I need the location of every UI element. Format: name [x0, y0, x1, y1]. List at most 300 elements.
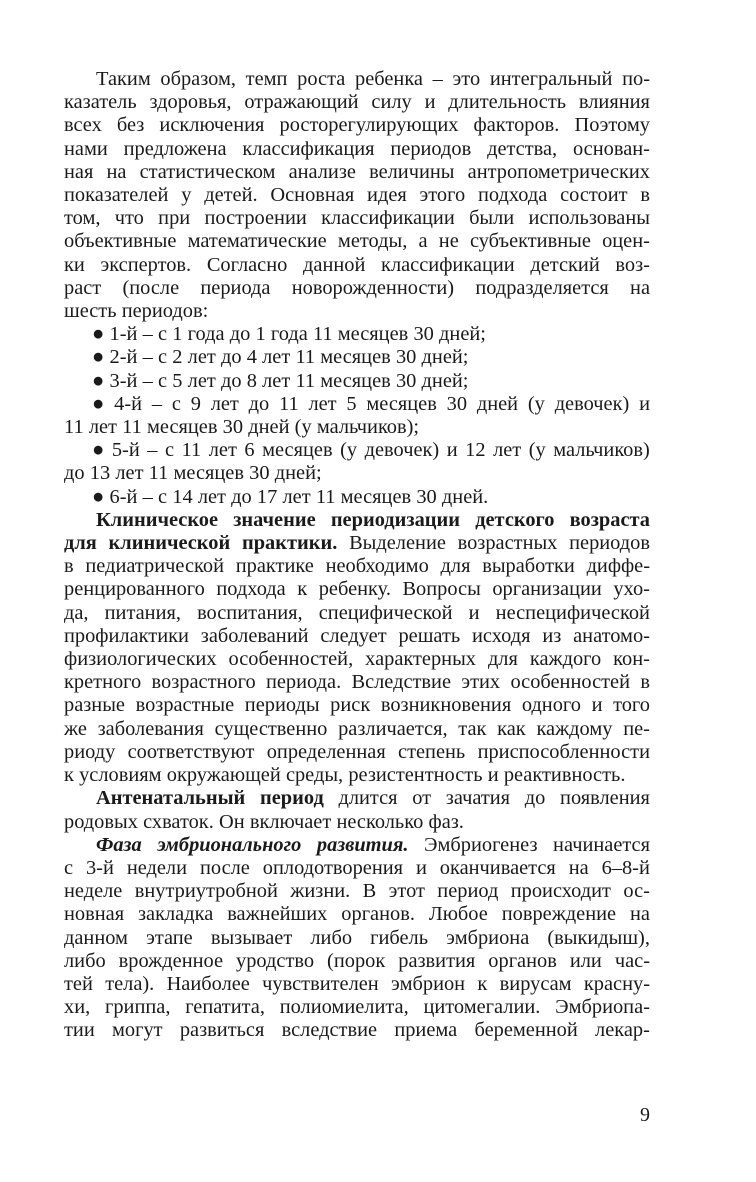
word: дней; [421, 346, 469, 369]
word: к [64, 764, 74, 787]
word: исключения [159, 114, 265, 137]
word: либо [64, 949, 106, 972]
text-line [64, 161, 650, 184]
text-line [64, 973, 650, 996]
word: дней [248, 416, 290, 439]
word: Любое [428, 903, 488, 926]
word: здоровья, [149, 91, 232, 114]
text-line [64, 230, 650, 253]
word: ● [92, 485, 105, 508]
word: до [220, 346, 242, 369]
word: месяцев [173, 462, 244, 485]
word: подхода [216, 578, 286, 601]
text-line [64, 718, 650, 741]
word: и [424, 91, 436, 114]
word: длится [338, 787, 398, 810]
word: – [151, 392, 163, 415]
text-line [64, 393, 650, 416]
word: полиомиелита, [279, 996, 409, 1019]
word: построении [204, 207, 307, 230]
word: 11 [315, 485, 336, 508]
word: лет [187, 346, 216, 369]
word: для [440, 555, 471, 578]
word: тела). [105, 972, 155, 995]
word: неделе [64, 880, 123, 903]
word: ос- [623, 880, 650, 903]
word: уродство [236, 949, 315, 972]
text-line [64, 648, 650, 671]
word: периоды [244, 694, 320, 717]
word: (у [294, 416, 312, 439]
paragraph-p-antenatal [64, 787, 650, 833]
word: мальчиков); [316, 416, 420, 439]
word: заболеваний [200, 624, 309, 647]
word: 5 [346, 392, 357, 415]
word: ● [92, 369, 105, 392]
word: роста [297, 68, 346, 90]
word: детский [530, 253, 600, 276]
text-line [64, 811, 650, 834]
word: и [415, 856, 427, 879]
word: эмбрионального [157, 833, 302, 856]
word: 9 [190, 392, 201, 415]
word: неспецифической [495, 601, 650, 624]
word: 11 [181, 439, 202, 462]
word: этапе [146, 926, 193, 949]
word: 11 [279, 392, 299, 415]
word: дней; [439, 323, 486, 346]
text-line [64, 254, 650, 277]
word: родовых [64, 810, 138, 833]
word: риск [330, 694, 371, 717]
word: риоду [64, 740, 116, 763]
word: значение [233, 508, 316, 531]
word: на [568, 856, 589, 879]
word: включает [249, 810, 332, 833]
word: педиатрической [85, 555, 225, 578]
word: дней; [421, 369, 469, 392]
word: резистентность [348, 764, 483, 787]
word: ренцированного [64, 578, 205, 601]
word: решать [398, 624, 461, 647]
word: мальчиков) [553, 439, 650, 462]
word: – [432, 68, 443, 90]
word: как [497, 717, 526, 740]
word: 3-й [85, 856, 114, 879]
word: месяцев [320, 369, 391, 392]
word: с [171, 392, 181, 415]
word: всех [64, 114, 102, 137]
word: 11 [312, 323, 333, 346]
word: состоит [560, 184, 628, 207]
word: без [116, 114, 145, 137]
word: воспитания, [197, 601, 303, 624]
paragraph-p-clinical [64, 509, 650, 787]
word: подхода [477, 184, 548, 207]
word: (у [527, 392, 545, 415]
word: использованы [528, 207, 650, 230]
word: периода. [265, 671, 342, 694]
paragraph-list-5 [64, 439, 650, 485]
text-line [64, 300, 650, 323]
word: существенно [214, 717, 328, 740]
word: и [591, 694, 603, 717]
word: до [231, 485, 252, 508]
word: для [64, 532, 97, 555]
text-line [64, 996, 650, 1019]
word: дней. [441, 485, 489, 508]
word: месяцев [262, 439, 333, 462]
word: 6 [244, 439, 255, 462]
word: величины [369, 160, 455, 183]
word: питания, [104, 601, 181, 624]
word: лет [493, 439, 522, 462]
paragraph-list-6 [64, 486, 650, 509]
word: физиологических [64, 648, 217, 671]
word: 12 [465, 439, 486, 462]
word: лет [308, 392, 337, 415]
word: – [142, 323, 153, 346]
word: 6–8-й [601, 856, 650, 879]
word: 4 [246, 346, 257, 369]
word: 11 [295, 346, 316, 369]
text-line [64, 439, 650, 462]
word: периодов: [121, 300, 209, 323]
word: этих [461, 671, 501, 694]
word: могут [112, 1019, 163, 1042]
word: вследствие [281, 1019, 378, 1042]
word: лекар- [595, 1019, 650, 1042]
word: месяцев [337, 323, 409, 346]
word: недели [126, 856, 188, 879]
word: необходимо [325, 555, 429, 578]
word: Фаза [96, 833, 142, 856]
word: 11 [148, 462, 169, 485]
word: Вследствие [351, 671, 452, 694]
word: лет [208, 439, 237, 462]
text-line [64, 207, 650, 230]
word: да, [64, 601, 89, 624]
text-line [64, 741, 650, 764]
word: так [458, 717, 487, 740]
page-body-text [64, 68, 650, 1043]
word: с [164, 439, 175, 462]
word: математические [187, 230, 327, 253]
word: ● [92, 323, 105, 346]
word: лет [88, 416, 117, 439]
word: степень [398, 740, 466, 763]
word: 1 [255, 323, 266, 346]
word: Вопросы [402, 578, 481, 601]
word: в [640, 184, 650, 207]
word: различается, [338, 717, 448, 740]
word: 3-й [109, 369, 138, 392]
word: Антенатальный [96, 787, 246, 810]
word: возникновения [380, 694, 512, 717]
word: оканчивается [439, 856, 556, 879]
word: красну- [583, 972, 650, 995]
word: чувствителен [262, 972, 379, 995]
word: практике [235, 555, 314, 578]
word: фаз. [428, 810, 464, 833]
word: из [542, 624, 562, 647]
word: месяцев [320, 346, 391, 369]
word: образом, [160, 68, 236, 90]
word: а [418, 230, 428, 253]
text-line [64, 671, 650, 694]
text-line [64, 486, 650, 509]
word: период [437, 880, 499, 903]
word: же [64, 717, 87, 740]
word: 30 [395, 369, 417, 392]
word: на [630, 903, 650, 926]
text-line [64, 1019, 650, 1042]
word: окружающей [166, 764, 281, 787]
word: реактивность. [503, 764, 626, 787]
word: развития [398, 949, 476, 972]
word: гибель [370, 926, 429, 949]
text-line [64, 346, 650, 369]
word: развития. [316, 833, 409, 856]
paragraph-p-intro [64, 68, 650, 323]
text-line [64, 416, 650, 439]
word: диффе- [586, 555, 650, 578]
word: Эмбриопа- [555, 996, 650, 1019]
word: условиям [79, 764, 162, 787]
word: шесть [64, 300, 117, 323]
text-line [64, 764, 650, 787]
word: кретного [64, 671, 142, 694]
word: вызывает [210, 926, 293, 949]
word: длительность [448, 91, 567, 114]
text-line [64, 857, 650, 880]
word: до [229, 323, 251, 346]
word: девочек) [364, 439, 440, 462]
word: росторегулирующих [279, 114, 459, 137]
word: воз- [615, 253, 650, 276]
word: пе- [623, 717, 650, 740]
word: идея [367, 184, 407, 207]
word: казатель [64, 91, 137, 114]
word: 30 [446, 392, 468, 415]
word: тии [64, 1019, 95, 1042]
word: месяцев [340, 485, 412, 508]
word: по- [622, 68, 650, 90]
word: были [469, 207, 515, 230]
word: и [639, 392, 650, 415]
word: период [259, 787, 324, 810]
word: 1 [172, 323, 183, 346]
word: Таким [96, 68, 151, 90]
word: ная [64, 160, 94, 183]
page-number: 9 [640, 1104, 650, 1126]
word: хи, [64, 996, 91, 1019]
paragraph-list-1 [64, 323, 650, 346]
word: 30 [222, 416, 244, 439]
word: для [487, 648, 518, 671]
word: приспособленности [477, 740, 650, 763]
word: показателей [64, 184, 169, 207]
word: 2-й [109, 346, 138, 369]
word: это [452, 68, 481, 90]
word: В [362, 880, 377, 903]
word: интегральный [489, 68, 613, 90]
word: одного [521, 694, 581, 717]
word: органов [488, 949, 557, 972]
word: 4-й [114, 392, 143, 415]
word: 30 [249, 462, 270, 485]
text-line [64, 555, 650, 578]
word: с [158, 323, 168, 346]
word: лет [187, 369, 216, 392]
word: объективные [64, 230, 177, 253]
word: ● [92, 439, 105, 462]
word: возраста [569, 508, 650, 531]
word: либо [310, 926, 353, 949]
word: или [569, 949, 602, 972]
word: 8 [246, 369, 257, 392]
word: подразделяется [475, 276, 609, 299]
word: Клиническое [96, 508, 219, 531]
word: на [630, 276, 650, 299]
word: классификации [321, 207, 455, 230]
text-line [64, 532, 650, 555]
text-line [64, 578, 650, 601]
word: выработки [482, 555, 575, 578]
word: повреждение [501, 903, 617, 926]
paragraph-list-3 [64, 370, 650, 393]
text-line [64, 370, 650, 393]
word: с [158, 346, 168, 369]
word: развиться [179, 1019, 265, 1042]
word: оцен- [602, 230, 650, 253]
word: 5-й [111, 439, 140, 462]
word: с [158, 369, 168, 392]
word: этот [388, 880, 425, 903]
word: влияния [578, 91, 650, 114]
text-line [64, 184, 650, 207]
word: анализе [288, 160, 356, 183]
word: 30 [395, 346, 417, 369]
word: гепатита, [185, 996, 265, 1019]
text-line [64, 950, 650, 973]
text-line [64, 903, 650, 926]
word: – [142, 346, 153, 369]
word: – [142, 369, 153, 392]
text-line [64, 323, 650, 346]
word: факторов. [473, 114, 560, 137]
word: клинической [108, 532, 231, 555]
word: к [297, 578, 308, 601]
word: периодов [390, 137, 472, 160]
word: 30 [413, 323, 434, 346]
word: предложена [123, 137, 227, 160]
word: года [187, 323, 225, 346]
word: у [181, 184, 192, 207]
word: специфической [318, 601, 453, 624]
word: что [114, 207, 144, 230]
word: характерных [365, 648, 476, 671]
word: жизни. [290, 880, 351, 903]
word: антропометрических [467, 160, 650, 183]
word: классификации [381, 253, 515, 276]
word: новорожденности) [291, 276, 455, 299]
text-line [64, 694, 650, 717]
word: 11 [64, 416, 84, 439]
word: раст [64, 276, 102, 299]
word: в [640, 671, 650, 694]
word: соответствуют [127, 740, 255, 763]
word: анатомо- [573, 624, 650, 647]
text-line [64, 602, 650, 625]
text-line [64, 114, 650, 137]
word: среды, [285, 764, 344, 787]
paragraph-list-2 [64, 346, 650, 369]
text-line [64, 834, 650, 857]
word: до [524, 787, 546, 810]
word: 6-й [109, 485, 138, 508]
word: схваток. [143, 810, 214, 833]
text-line [64, 509, 650, 532]
word: после [199, 856, 250, 879]
word: начинается [553, 833, 650, 856]
word: нами [64, 137, 108, 160]
word: (после [122, 276, 180, 299]
word: этого [419, 184, 466, 207]
word: зачатия [445, 787, 511, 810]
word: 17 [256, 485, 278, 508]
word: в [64, 555, 74, 578]
word: приема [394, 1019, 458, 1042]
word: важнейших [227, 903, 328, 926]
word: тей [64, 972, 93, 995]
text-line [64, 880, 650, 903]
word: (у [340, 439, 358, 462]
word: ребенка [355, 68, 423, 90]
word: с [158, 485, 168, 508]
word: эмбриона [446, 926, 530, 949]
word: классификация [242, 137, 375, 160]
word: возрастные [135, 694, 235, 717]
word: не [438, 230, 459, 253]
text-line [64, 68, 650, 91]
word: происходит [510, 880, 611, 903]
word: внутриутробной [134, 880, 278, 903]
word: закладка [138, 903, 214, 926]
word: лет [197, 485, 226, 508]
word: практики. [241, 532, 338, 555]
word: каждого [529, 648, 602, 671]
word: беременной [474, 1019, 578, 1042]
word: (у [528, 439, 546, 462]
word: Основная [270, 184, 355, 207]
word: возрастного [151, 671, 256, 694]
word: вирусам [499, 972, 572, 995]
word: до [248, 392, 270, 415]
word: определенная [266, 740, 386, 763]
text-line [64, 927, 650, 950]
word: 2 [172, 346, 183, 369]
text-line [64, 91, 650, 114]
word: основан- [572, 137, 650, 160]
word: гриппа, [104, 996, 171, 1019]
word: лет [262, 369, 291, 392]
word: 30 [416, 485, 437, 508]
word: оплодотворения [262, 856, 404, 879]
word: периода [200, 276, 271, 299]
word: периодов [569, 532, 650, 555]
word: детского [475, 508, 555, 531]
